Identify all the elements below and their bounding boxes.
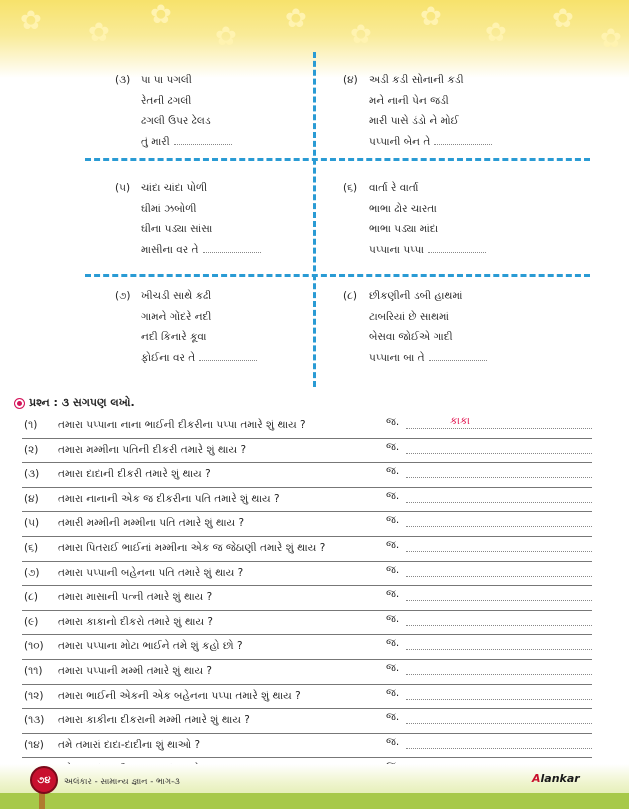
poem-line: મને નાની પેન જડી <box>369 94 449 107</box>
poem-block <box>115 178 261 260</box>
question-list <box>22 414 592 783</box>
answer-field[interactable] <box>406 600 592 601</box>
answer-prefix: જ. <box>386 489 400 502</box>
poem-line: ટાબરિયાં છે સાથમાં <box>369 310 449 323</box>
answer-field[interactable] <box>406 551 592 552</box>
answer-blank[interactable] <box>429 352 487 361</box>
question-title <box>14 396 135 410</box>
question-number: (૧) <box>24 419 38 431</box>
answer-blank[interactable] <box>428 244 486 253</box>
grid-vertical-divider <box>313 52 316 387</box>
poem-line: વાર્તા રે વાર્તા <box>369 182 419 194</box>
answer-prefix: જ. <box>386 711 400 724</box>
question-row <box>22 488 592 513</box>
question-text: તમારા મમ્મીના પતિની દીકરી તમારે શું થાય ? <box>58 443 247 456</box>
poem-line: ચાંદા ચાંદા પોળી <box>141 182 208 194</box>
answer-prefix: જ. <box>386 440 400 453</box>
answer-blank[interactable] <box>199 352 257 361</box>
flower-icon: ✿ <box>552 4 574 34</box>
answer-prefix: જ. <box>386 686 400 699</box>
flower-icon: ✿ <box>350 20 372 50</box>
question-row <box>22 463 592 488</box>
poem-line: રેતની ઢગલી <box>141 94 192 107</box>
grass-strip <box>0 793 629 809</box>
question-number: (૭) <box>24 566 40 579</box>
poem-line: તું મારી <box>141 135 170 148</box>
flower-icon: ✿ <box>420 2 442 32</box>
question-text: તમારા નાનાની એક જ દીકરીના પતિ તમારે શું થાય ? <box>58 492 280 505</box>
question-text: તમારી મમ્મીની મમ્મીના પતિ તમારે શું થાય ? <box>58 517 245 530</box>
answer-prefix: જ. <box>386 563 400 576</box>
answer-prefix: જ. <box>386 514 400 527</box>
poem-number: (૪) <box>343 74 358 86</box>
question-text: તમારા કાકાનો દીકરો તમારે શું થાય ? <box>58 615 214 628</box>
answer-field[interactable] <box>406 699 592 700</box>
answer-value: કાકા <box>450 415 470 427</box>
poem-grid <box>85 60 590 380</box>
answer-field[interactable] <box>406 428 592 429</box>
question-row <box>22 512 592 537</box>
question-text: તમારા કાકીના દીકરાની મમ્મી તમારે શું થાય ? <box>58 714 250 727</box>
question-number: (૮) <box>24 591 38 604</box>
poem-line: ઘીના પડ્યા સાંસા <box>141 223 213 235</box>
answer-prefix: જ. <box>386 612 400 625</box>
poem-block <box>115 286 257 368</box>
question-number: (૫) <box>24 517 40 530</box>
question-number: (૧૧) <box>24 664 43 677</box>
poem-number: (૫) <box>115 182 131 194</box>
question-title-text: પ્રશ્ન : ૩ સગપણ લખો. <box>29 396 135 409</box>
question-row <box>22 537 592 562</box>
question-text: તમારા માસાની પત્ની તમારે શું થાય ? <box>58 591 213 604</box>
flower-icon: ✿ <box>88 18 110 48</box>
question-text: તમારા પપ્પાના નાના ભાઈની દીકરીના પપ્પા તમારે શું થાય ? <box>58 419 306 431</box>
question-row <box>22 414 592 439</box>
flower-icon: ✿ <box>215 22 237 52</box>
flower-icon: ✿ <box>285 4 307 34</box>
brand-logo-initial: A <box>532 772 541 785</box>
poem-line: અડી કડી સોનાની કડી <box>369 74 464 86</box>
poem-line: પપ્પાના બા તે <box>369 351 425 364</box>
answer-field[interactable] <box>406 649 592 650</box>
question-number: (૧૨) <box>24 689 44 702</box>
answer-field[interactable] <box>406 453 592 454</box>
answer-prefix: જ. <box>386 637 400 650</box>
answer-prefix: જ. <box>386 538 400 551</box>
question-number: (૧૦) <box>24 640 44 653</box>
question-text: તમારા પિતરાઈ ભાઈનાં મમ્મીના એક જ જેઠાણી તમારે શું થાય ? <box>58 541 326 554</box>
question-row <box>22 562 592 587</box>
page-number: ૭૪ <box>30 766 58 794</box>
poem-line: છીકણીની ડબી હાથમાં <box>369 290 463 302</box>
question-text: તમારા પપ્પાની મમ્મી તમારે શું થાય ? <box>58 664 212 677</box>
question-row <box>22 709 592 734</box>
answer-field[interactable] <box>406 526 592 527</box>
question-text: તમારા ભાઈની એકની એક બહેનના પપ્પા તમારે શું થાય ? <box>58 689 301 702</box>
poem-line: ઘીમાં ઝબોળી <box>141 202 197 215</box>
poem-block <box>343 70 492 152</box>
question-text: તમારા પપ્પાના મોટા ભાઈને તમે શું કહો છો ? <box>58 640 243 653</box>
answer-field[interactable] <box>406 674 592 675</box>
answer-prefix: જ. <box>386 661 400 674</box>
question-number: (૧૩) <box>24 714 45 727</box>
question-number: (૪) <box>24 492 39 505</box>
question-text: તમારા દાદાની દીકરી તમારે શું થાય ? <box>58 468 211 481</box>
question-row <box>22 439 592 464</box>
poem-block <box>115 70 232 152</box>
answer-blank[interactable] <box>174 136 232 145</box>
poem-number: (૮) <box>343 290 357 302</box>
question-number: (૬) <box>24 541 39 554</box>
poem-line: માસીના વર તે <box>141 243 199 256</box>
flower-icon: ✿ <box>485 18 507 48</box>
answer-prefix: જ. <box>386 588 400 601</box>
question-row <box>22 586 592 611</box>
footer-text: અલંકાર - સામાન્ય જ્ઞાન - ભાગ-૩ <box>64 777 180 787</box>
answer-field[interactable] <box>406 748 592 749</box>
answer-field[interactable] <box>406 576 592 577</box>
answer-field[interactable] <box>406 477 592 478</box>
poem-line: ફોઈના વર તે <box>141 351 196 364</box>
question-number: (૨) <box>24 443 39 456</box>
flower-icon: ✿ <box>150 0 172 30</box>
answer-blank[interactable] <box>203 244 261 253</box>
question-row <box>22 685 592 710</box>
answer-field[interactable] <box>406 723 592 724</box>
question-row <box>22 660 592 685</box>
poem-block <box>343 286 487 368</box>
question-row <box>22 611 592 636</box>
flower-icon: ✿ <box>600 24 622 54</box>
answer-prefix: જ. <box>386 465 400 478</box>
poem-line: ભાભા ઢોર ચારતા <box>369 202 437 215</box>
poem-number: (૩) <box>115 74 131 86</box>
question-number: (૧૪) <box>24 738 44 751</box>
brand-logo <box>532 772 580 785</box>
poem-line: ખીચડી સાથે કઢી <box>141 290 212 302</box>
poem-block <box>343 178 486 260</box>
poem-line: મારી પાસે ડંડો ને મોઈ <box>369 115 459 127</box>
answer-prefix: જ. <box>386 416 400 428</box>
answer-prefix: જ. <box>386 735 400 748</box>
answer-field[interactable] <box>406 625 592 626</box>
answer-blank[interactable] <box>434 136 492 145</box>
poem-line: ઢગલી ઉપર ઢેલડ <box>141 115 211 127</box>
poem-number: (૬) <box>343 182 358 194</box>
question-text: તમારા પપ્પાની બહેનના પતિ તમારે શું થાય ? <box>58 566 244 579</box>
poem-number: (૭) <box>115 290 131 302</box>
poem-line: પપ્પાના પપ્પા <box>369 243 424 256</box>
poem-line: પપ્પાની બેન તે <box>369 135 431 148</box>
question-number: (૯) <box>24 615 39 628</box>
brand-logo-rest: lankar <box>540 772 580 785</box>
poem-line: ગામને ગોંદરે નદી <box>141 310 212 323</box>
question-row <box>22 734 592 759</box>
question-number: (૩) <box>24 468 40 481</box>
poem-line: પા પા પગલી <box>141 74 192 86</box>
poem-line: નદી કિનારે કૂવા <box>141 331 207 343</box>
poem-line: બેસવા જોઈએ ગાદી <box>369 331 453 343</box>
grid-horizontal-divider <box>85 274 590 277</box>
question-text: તમે તમારાં દાદા-દાદીના શું થાઓ ? <box>58 738 201 751</box>
flower-icon: ✿ <box>20 6 42 36</box>
grid-horizontal-divider <box>85 158 590 161</box>
answer-field[interactable] <box>406 502 592 503</box>
question-row <box>22 635 592 660</box>
poem-line: ભાભા પડ્યા માંદા <box>369 223 439 235</box>
bullet-icon <box>14 398 25 409</box>
